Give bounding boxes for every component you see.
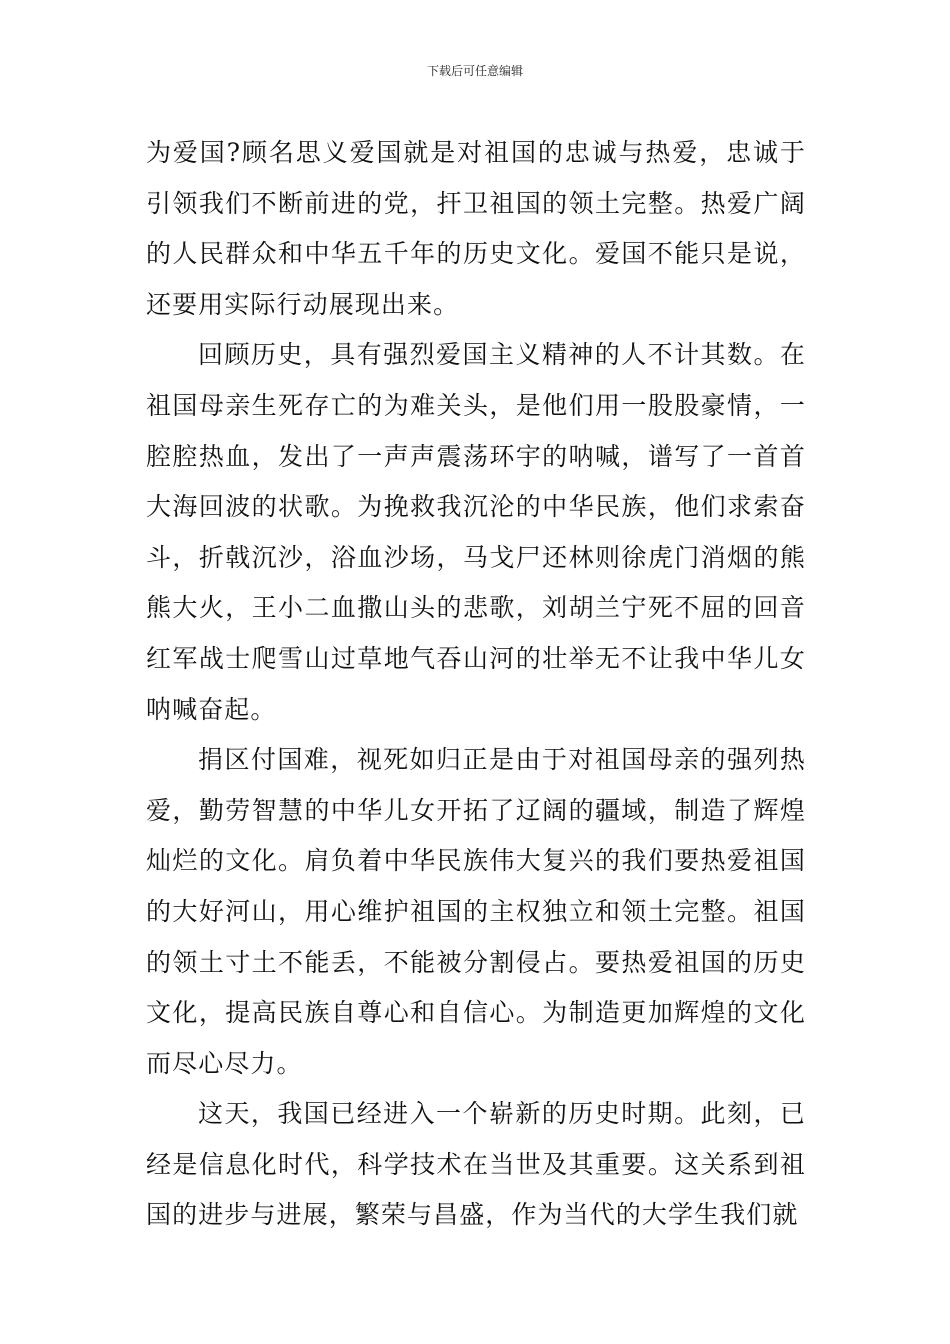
paragraph-1: 为爱国?顾名思义爱国就是对祖国的忠诚与热爱，忠诚于引领我们不断前进的党，扞卫祖国的领土完整。热爱广阔的人民群众和中华五千年的历史文化。爱国不能只是说，还要用实际行动展现出来。 [146,138,806,319]
document-body [146,128,806,1241]
paragraph-2: 回顾历史，具有强烈爱国主义精神的人不计其数。在祖国母亲生死存亡的为难关头，是他们用一股股豪情，一腔腔热血，发出了一声声震荡环宇的呐喊，谱写了一首首大海回波的状歌。为挽救我沉沦的中华民族，他们求索奋斗，折戟沉沙，浴血沙场，马戈尸还林则徐虎门消烟的熊熊大火，王小二血撒山头的悲歌，刘胡兰宁死不屈的回音红军战士爬雪山过草地气吞山河的壮举无不让我中华儿女呐喊奋起。 [146,340,806,724]
paragraph-3: 捐区付国难，视死如归正是由于对祖国母亲的强列热爱，勤劳智慧的中华儿女开拓了辽阔的疆域，制造了辉煌灿烂的文化。肩负着中华民族伟大复兴的我们要热爱祖国的大好河山，用心维护祖国的主权独立和领土完整。祖国的领土寸土不能丢，不能被分割侵占。要热爱祖国的历史文化，提高民族自尊心和自信心。为制造更加辉煌的文化而尽心尽力。 [146,745,806,1078]
page-header: 下载后可任意编辑 [426,64,523,78]
paragraph-4: 这天，我国已经进入一个崭新的历史时期。此刻，已经是信息化时代，科学技术在当世及其重要。这关系到祖国的进步与进展，繁荣与昌盛，作为当代的大学生我们就 [146,1099,806,1230]
